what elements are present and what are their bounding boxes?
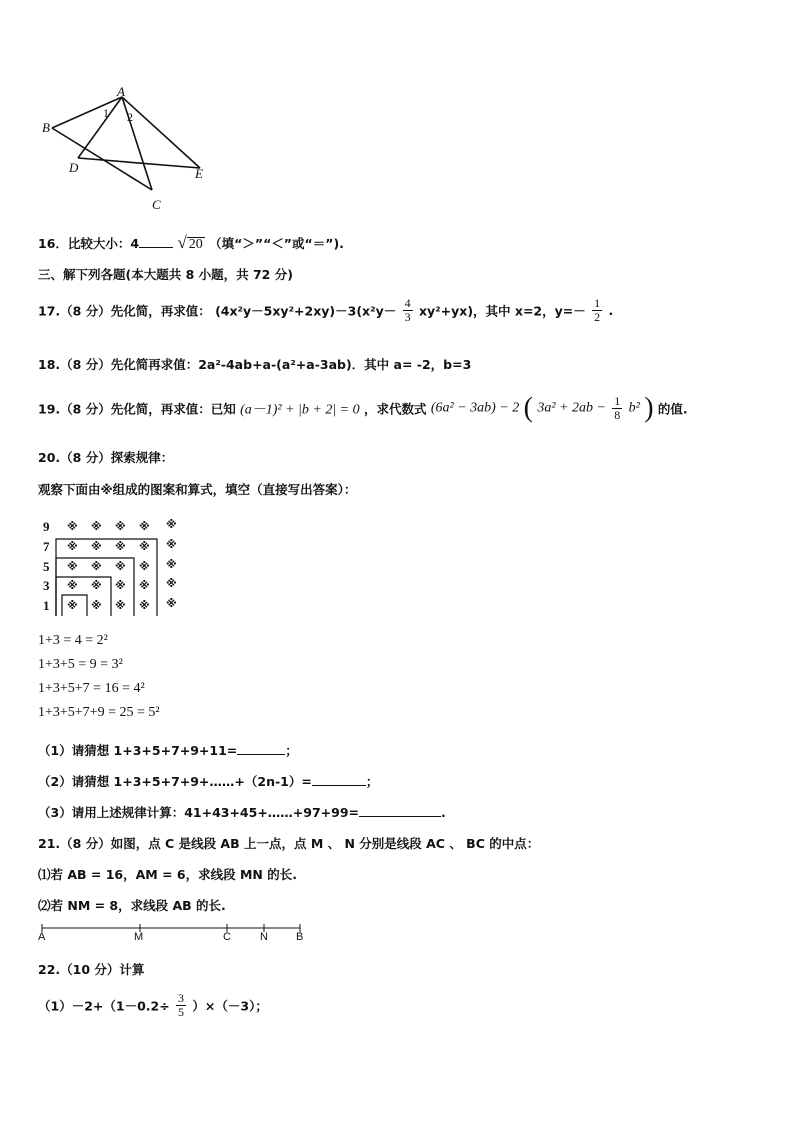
q20-sub2-text: （2）请猜想 1+3+5+7+9+……+（2n-1）= (38, 774, 312, 789)
q19-fraction-1-8 (612, 395, 622, 422)
q22-sub1-b: ）×（－3）； (192, 998, 268, 1014)
label-C: C (152, 197, 161, 212)
q22-frac-num: 3 (178, 991, 185, 1005)
grid-row-label: 7 (43, 539, 50, 554)
q19-frac-den: 8 (614, 408, 621, 422)
q16-radicand: 20 (188, 237, 203, 252)
grid-row-label: 1 (43, 598, 50, 613)
section-title: 三、解下列各题(本大题共 8 小题，共 72 分) (38, 267, 293, 282)
q16-suffix: （填“＞”“＜”或“＝”). (209, 236, 344, 251)
q20-sub2-answer-blank[interactable] (312, 773, 366, 786)
question-20-title: 20.（8 分）探索规律： (38, 450, 174, 465)
q21-sub1: ⑴若 AB = 16，AM = 6，求线段 MN 的长. (38, 867, 297, 882)
pattern-symbol: ※ (115, 599, 126, 612)
pattern-symbol: ※ (115, 520, 126, 533)
equation-line: 1+3+5+7 = 16 = 4² (38, 681, 145, 696)
pattern-symbol: ※ (91, 540, 102, 553)
equation-line: 1+3 = 4 = 2² (38, 633, 108, 648)
pattern-symbol: ※ (67, 579, 78, 592)
grid-row-label: 5 (43, 559, 50, 574)
q19-condition: (a－1)² + |b + 2| = 0 (240, 402, 360, 418)
q19-frac-num: 1 (614, 394, 621, 408)
grid-row-label: 9 (43, 519, 50, 534)
pattern-symbol: ※ (115, 579, 126, 592)
q20-sub1-text: （1）请猜想 1+3+5+7+9+11= (38, 743, 238, 758)
q20-sub2-end: ； (365, 774, 379, 789)
q20-sub2 (38, 772, 378, 790)
pattern-symbol: ※ (91, 520, 102, 533)
pattern-symbol: ※ (166, 597, 177, 610)
pattern-symbol: ※ (67, 560, 78, 573)
q17-frac-den: 3 (404, 310, 411, 324)
label-D: D (69, 160, 79, 175)
pattern-symbol: ※ (166, 518, 177, 531)
question-21: 21.（8 分）如图，点 C 是线段 AB 上一点，点 M 、 N 分别是线段 AC 、 BC 的中点： (38, 836, 540, 851)
q20-sub3-end: . (441, 805, 446, 820)
label-B: B (42, 120, 50, 135)
q22-frac-den: 5 (178, 1005, 185, 1019)
q20-sub3-answer-blank[interactable] (359, 804, 441, 817)
q20-sub1 (38, 741, 298, 759)
equation-line: 1+3+5 = 9 = 3² (38, 657, 123, 672)
question-22-title: 22.（10 分）计算 (38, 962, 145, 977)
pattern-symbol: ※ (67, 540, 78, 553)
q17-frac2-den: 2 (594, 310, 601, 324)
right-paren: ) (644, 392, 654, 424)
pattern-symbol: ※ (67, 520, 78, 533)
q17-frac-num: 4 (404, 296, 411, 310)
pattern-symbol: ※ (139, 520, 150, 533)
pattern-symbol: ※ (166, 538, 177, 551)
pattern-symbol: ※ (91, 599, 102, 612)
equation-line: 1+3+5+7+9 = 25 = 5² (38, 705, 160, 720)
angle-1-label: 1 (103, 106, 109, 120)
left-paren: ( (523, 392, 533, 424)
q22-sub1 (38, 992, 268, 1019)
label-A: A (117, 84, 125, 99)
question-19 (38, 392, 688, 424)
pattern-grid (40, 517, 200, 617)
question-16 (38, 233, 344, 253)
q20-sub1-answer-blank[interactable] (237, 742, 285, 755)
pattern-symbol: ※ (139, 540, 150, 553)
question-18: 18.（8 分）先化简再求值：2a²-4ab+a-(a²+a-3ab)．其中 a= -2，b=3 (38, 357, 472, 372)
pattern-symbol: ※ (91, 579, 102, 592)
q19-expr1: (6a² − 3ab) − 2 (430, 400, 520, 416)
q17-part2: xy²+yx)，其中 x=2，y=－ (418, 303, 586, 319)
triangle-figure (30, 80, 220, 220)
pattern-symbol: ※ (67, 599, 78, 612)
pattern-symbol: ※ (166, 577, 177, 590)
pattern-symbol: ※ (139, 579, 150, 592)
pattern-symbol: ※ (115, 560, 126, 573)
point-label-N: N (260, 931, 268, 943)
pattern-symbol: ※ (115, 540, 126, 553)
q19-prefix: 19.（8 分）先化简，再求值：已知 (38, 401, 236, 417)
q20-sub1-end: ； (285, 743, 298, 758)
pattern-symbol: ※ (91, 560, 102, 573)
q17-fraction-1-2 (592, 297, 602, 324)
pattern-symbol: ※ (139, 560, 150, 573)
q19-suffix: 的值. (657, 401, 688, 417)
q17-part1: (4x²y－5xy²+2xy)－3(x²y－ (215, 303, 397, 319)
q19-mid: ，求代数式 (363, 401, 427, 417)
pattern-symbol: ※ (166, 558, 177, 571)
point-label-C: C (223, 931, 231, 943)
q16-answer-blank[interactable] (139, 235, 173, 248)
q16-prefix: 16．比较大小：4 (38, 236, 140, 251)
q17-frac2-num: 1 (594, 296, 601, 310)
q22-fraction-3-5 (176, 992, 186, 1019)
angle-2-label: 2 (127, 110, 133, 124)
question-20-instruction: 观察下面由※组成的图案和算式，填空（直接写出答案）： (38, 482, 357, 497)
sqrt-icon: √ (177, 233, 187, 252)
point-label-A: A (38, 931, 46, 943)
pattern-symbol: ※ (139, 599, 150, 612)
q19-expr3: b² (628, 400, 640, 416)
q17-fraction-4-3 (403, 297, 413, 324)
q20-sub3 (38, 803, 446, 821)
q17-end: . (608, 303, 614, 318)
q20-sub3-text: （3）请用上述规律计算：41+43+45+……+97+99= (38, 805, 360, 820)
q17-prefix: 17.（8 分）先化简，再求值： (38, 303, 211, 319)
q22-sub1-a: （1）－2+（1－0.2÷ (38, 998, 170, 1014)
question-17 (38, 297, 613, 324)
q21-sub2: ⑵若 NM = 8，求线段 AB 的长. (38, 898, 226, 913)
point-label-B: B (296, 931, 304, 943)
label-E: E (195, 166, 203, 181)
q19-expr2: 3a² + 2ab − (537, 400, 606, 416)
point-label-M: M (134, 931, 144, 943)
grid-row-label: 3 (43, 578, 50, 593)
